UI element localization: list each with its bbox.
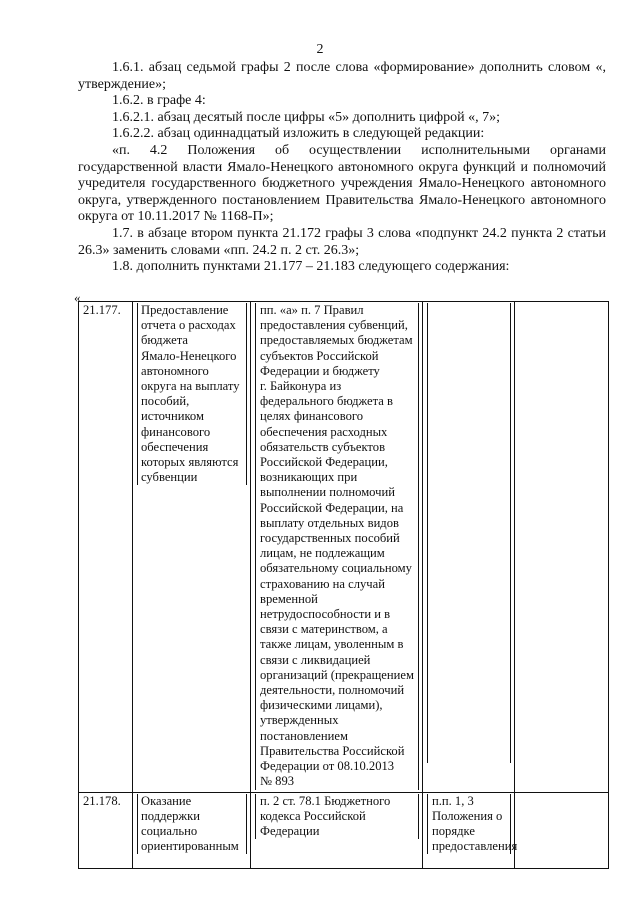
row-regional-cell — [423, 302, 515, 793]
row-regional: п.п. 1, 3 Положения о порядке предоставления — [427, 794, 511, 855]
paragraph-1-6-2-1: 1.6.2.1. абзац десятый после цифры «5» дополнить цифрой «, 7»; — [112, 109, 500, 125]
row-regional-cell — [423, 792, 518, 868]
row-name-cell — [133, 302, 251, 793]
paragraph-1-6-2: 1.6.2. в графе 4: — [112, 93, 206, 109]
paragraph-1-6-1: 1.6.1. абзац седьмой графы 2 после слова «формирование» дополнить словом «, утверждение»; — [78, 60, 606, 92]
row-name-cell — [133, 792, 251, 868]
paragraph-1-8: 1.8. дополнить пунктами 21.177 – 21.183 следующего содержания: — [112, 259, 510, 275]
insert-table — [78, 301, 609, 869]
paragraph-quote-4-2: «п. 4.2 Положения об осуществлении исполнительными органами государственной власти Ямало-Ненецкого автономного округа функций и полномочий учредителя государственного бюджетного учреждения Ямало-Ненецкого автономного округа, утвержденного постановлением Правительства Ямало-Ненецкого автономного округа от 10.11.2017 № 1168-П»; — [78, 142, 606, 225]
row-basis-cell — [251, 302, 423, 793]
paragraph-1-6-2-2: 1.6.2.2. абзац одиннадцатый изложить в следующей редакции: — [112, 126, 485, 142]
document-body — [78, 60, 606, 276]
row-name: Оказание поддержки социально ориентированным — [137, 794, 247, 855]
row-basis-cell — [251, 792, 423, 868]
row-regional — [427, 303, 511, 763]
row-number: 21.177. — [79, 302, 133, 793]
row-extra-cell — [515, 302, 609, 793]
opening-quote: « — [74, 290, 81, 305]
table-row — [79, 792, 609, 868]
row-name: Предоставление отчета о расходах бюджета Ямало-Ненецкого автономного округа на выплату пособий, источником финансового обеспечения которых являются субвенции — [137, 303, 247, 485]
row-basis: пп. «а» п. 7 Правил предоставления субвенций, предоставляемых бюджетам субъектов Российской Федерации и бюджету г. Байконура из федерального бюджета в целях финансового обеспечения расходных обязательств субъектов Российской Федерации, возникающих при выполнении полномочий Российской Федерации, на выплату отдельных видов государственных пособий лицам, не подлежащим обязательному социальному страхованию на случай временной нетрудоспособности и в связи с материнством, а также лицам, уволенным в связи с ликвидацией организаций (прекращением деятельности, полномочий физическими лицами), утвержденных постановлением Правительства Российской Федерации от 08.10.2013 № 893 — [255, 303, 419, 790]
page-number: 2 — [316, 42, 324, 57]
paragraph-1-7: 1.7. в абзаце втором пункта 21.172 графы 3 слова «подпункт 24.2 пункта 2 статьи 26.3» заменить словами «пп. 24.2 п. 2 ст. 26.3»; — [78, 225, 606, 258]
row-extra-cell — [515, 792, 609, 868]
row-number: 21.178. — [79, 792, 133, 868]
table-row — [79, 302, 609, 793]
row-basis: п. 2 ст. 78.1 Бюджетного кодекса Российской Федерации — [255, 794, 419, 840]
